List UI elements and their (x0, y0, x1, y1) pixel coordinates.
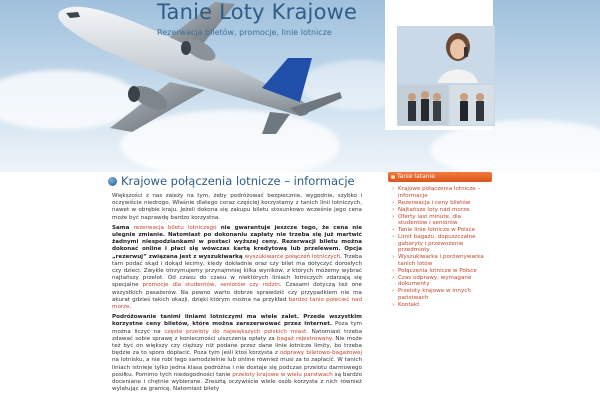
link-przeloty-panstwa[interactable]: przeloty krajowe w wielu parstwach (232, 371, 333, 378)
sidebar-item-kontakt[interactable]: › Kontakt (388, 302, 492, 309)
paragraph-2-text: . (129, 304, 132, 311)
paragraph-1 (112, 193, 362, 222)
airplane-image (0, 0, 380, 170)
paragraph-3-text: . Nie może też być on większy czy cięższy niż podane przez dane linie lotnicze limity, bo trzeba będzie za to sporo dopłacić. Poza tym jeśli ktoś korzysta z (112, 335, 363, 357)
header-banner (0, 0, 600, 172)
bullet-icon (108, 177, 117, 186)
sidebar-menu (388, 186, 492, 309)
paragraph-3-text: Poza tym można liczyć na (112, 321, 362, 335)
paragraph-3-text: są bardzo doceniane i chętnie wybierane. Zresztą oczywiście wiele osób korzysta z nich również wylatując za granicę. Natomiast bilety (112, 371, 362, 393)
main-content (108, 172, 390, 393)
site-title[interactable]: Tanie Loty Krajowe (157, 0, 358, 24)
header-photo-collage (385, 0, 493, 130)
sidebar-item-czas-odprawy[interactable]: › Czas odprawy, wymagane dokumenty (388, 275, 492, 288)
paragraph-2-text: Sama (112, 224, 134, 231)
sidebar-item-last-minute[interactable]: › Oferty last minute, dla studentów i seniorów (388, 214, 492, 227)
sidebar-item-limit-bagazu[interactable]: › Limit bagażu, dopuszczalne gabaryty i przewożenie przedmioty (388, 234, 492, 254)
link-nad-morze[interactable]: bardzo tanio polecieć nad morze (112, 296, 362, 311)
paragraph-2-text: nie gwarantuje jeszcze tego, że cena nie ulegnie zmianie. Natomiast po dokonaniu zapłaty nie trzeba się już martwić żadnymi niespodziankami w postaci wyższej ceny. Rezerwacji biletu można dokonać online i płaci się wówczas kartą kredytową lub przelewem. Opcja „rezerwuj” związana jest z wyszukiwarką (112, 224, 363, 260)
paragraph-3-text: na lotnisku, a nie robi tego samodzielnie lub online również musi za to zapłacić. W tanich liniach istnieje tylko jedna klasa podróżna i nie dostaje się podczas przelotu darmowego posiłku. Pomimo tych niedogodności tanie (112, 357, 362, 378)
link-promocje[interactable]: promocje dla studentów, seniorów czy rodzin (142, 282, 280, 289)
sidebar-item-polaczenia[interactable]: › Krajowe połączenia lotnicze – informacje (388, 186, 492, 199)
link-odprawa[interactable]: odprawy biletowo-bagażowej (279, 350, 362, 357)
link-wyszukiwarka[interactable]: wyszukiwarce połączeń lotniczych (244, 253, 341, 260)
paragraph-1-text: Większości z nas zależy na tym, żeby podróżować bezpiecznie, wygodnie, szybko i oczywiście niedrogo. Właśnie dlatego coraz częściej korzystamy z tanich linii lotniczych, nawet w obrębie kraju. Jeżeli dokona się zakupu biletu stosunkowo wcześnie jego cena może być naprawdę bardzo korzystna. (112, 193, 362, 221)
sidebar-heading: Tanie latanie (388, 172, 492, 182)
site-tagline: Rezerwacja biletów, promocje, linie lotnicze (157, 28, 332, 37)
paragraph-3-text: Podróżowanie tanimi liniami lotniczymi ma wiele zalet. Przede wszystkim korzystne ceny biletów, które można zarezerwować przez internet. (112, 314, 362, 328)
sidebar-item-przeloty-krajowe[interactable]: › Przeloty krajowe w innych państwach (388, 288, 492, 301)
paragraph-2 (112, 225, 362, 311)
business-people-photo (397, 84, 449, 126)
sidebar-item-wyszukiwarka[interactable]: › Wyszukiwarka i porównywarka tanich lotów (388, 254, 492, 267)
post-title-text[interactable]: Krajowe połączenia lotnicze – informacje (121, 174, 355, 188)
link-przeloty-miast[interactable]: częste przeloty do największych polskich miast (164, 328, 307, 335)
sidebar-item-polaczenia-polska[interactable]: › Połączenia lotnicze w Polsce (388, 268, 492, 275)
link-rezerwacja-biletu[interactable]: rezerwacja biletu lotniczego (133, 224, 217, 231)
paragraph-2-text: . Trzeba tam podać skąd i dokąd lecimy, kiedy dokładnie oraz czy bilet ma dotyczyć dorosłych czy dzieci. Zwykle otrzymujemy przynajmniej kilka wyników, z których możemy wybrać najtańszy przelot. Od czasu do czasu w niektórych liniach lotniczych zdarzają się specjalne (112, 253, 362, 289)
woman-phone-photo (397, 26, 495, 84)
post-title[interactable] (108, 172, 390, 190)
sidebar-item-tanie-linie[interactable]: › Tanie linie lotnicze w Polsce (388, 227, 492, 234)
sidebar-item-rezerwacja[interactable]: › Rezerwacja i ceny biletów (388, 200, 492, 207)
paragraph-3 (112, 314, 362, 393)
travelers-photo (449, 84, 495, 126)
link-bagaz[interactable]: bagaż rejestrowany (276, 335, 332, 342)
paragraph-3-text: . Natomiast trzeba zdawać sobie sprawę z konieczności uiszczenia opłaty za (112, 328, 363, 342)
sidebar-item-nad-morze[interactable]: › Najtańsze loty nad morze (388, 207, 492, 214)
paragraph-2-text: . Czasami dotyczą też one wszystkich pasażerów. Na pewno warto dobrze sprawdzić czy przypadkiem nie ma akurat gdzieś takich okazji, dzięki którym można na przykład (112, 282, 362, 303)
sidebar (388, 172, 492, 309)
